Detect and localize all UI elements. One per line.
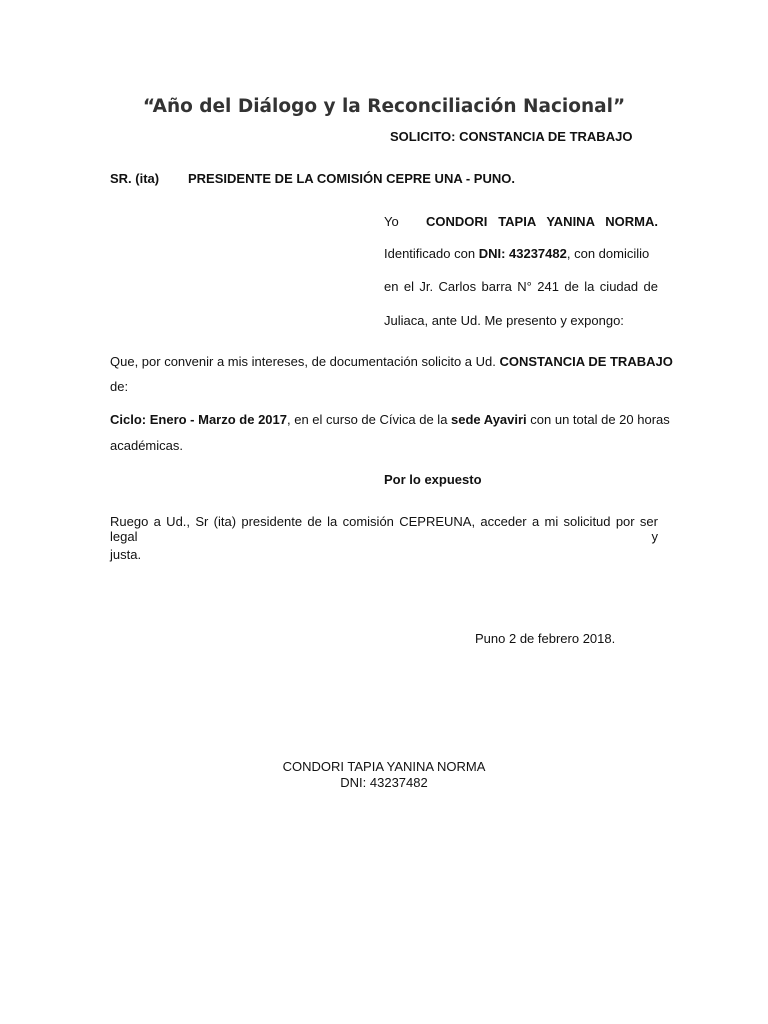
intro-yo: Yo: [384, 214, 399, 229]
solicito-line: SOLICITO: CONSTANCIA DE TRABAJO: [390, 129, 633, 144]
intro-line3: en el Jr. Carlos barra N° 241 de la ciudad de: [384, 279, 658, 294]
recipient: PRESIDENTE DE LA COMISIÓN CEPRE UNA - PUNO.: [188, 171, 515, 186]
paragraph-3-line1: Ruego a Ud., Sr (ita) presidente de la comisión CEPREUNA, acceder a mi solicitud por ser legal y: [110, 514, 658, 544]
signature-dni: DNI: 43237482: [340, 775, 428, 790]
intro-line2: [384, 246, 658, 261]
paragraph-1-line2: de:: [110, 379, 129, 394]
intro-line4: Juliaca, ante Ud. Me presento y expongo:: [384, 313, 624, 328]
date-line: Puno 2 de febrero 2018.: [475, 631, 616, 646]
paragraph-1-line1: [110, 354, 673, 369]
intro-line2-a: Identificado con: [384, 246, 479, 261]
paragraph-1-text: Que, por convenir a mis intereses, de documentación solicito a Ud.: [110, 354, 500, 369]
por-lo-expuesto: Por lo expuesto: [384, 472, 482, 487]
paragraph-2-line2: académicas.: [110, 438, 183, 453]
intro-dni: DNI: 43237482: [478, 246, 567, 261]
ciclo-text: Ciclo: Enero - Marzo de 2017: [110, 412, 287, 427]
salutation: SR. (ita): [110, 171, 160, 186]
signature-name: CONDORI TAPIA YANINA NORMA: [282, 759, 486, 774]
paragraph-2-text-b: con un total de 20 horas: [526, 412, 670, 427]
intro-name: CONDORI TAPIA YANINA NORMA.: [426, 214, 658, 229]
document-title: “Año del Diálogo y la Reconciliación Nacional”: [142, 96, 626, 117]
sede-text: sede Ayaviri: [451, 412, 527, 427]
paragraph-2-text-a: , en el curso de Cívica de la: [287, 412, 452, 427]
paragraph-3-line2: justa.: [110, 547, 142, 562]
intro-line2-b: , con domicilio: [566, 246, 650, 261]
paragraph-1-bold: CONSTANCIA DE TRABAJO: [499, 354, 673, 369]
paragraph-2-line1: [110, 412, 670, 427]
